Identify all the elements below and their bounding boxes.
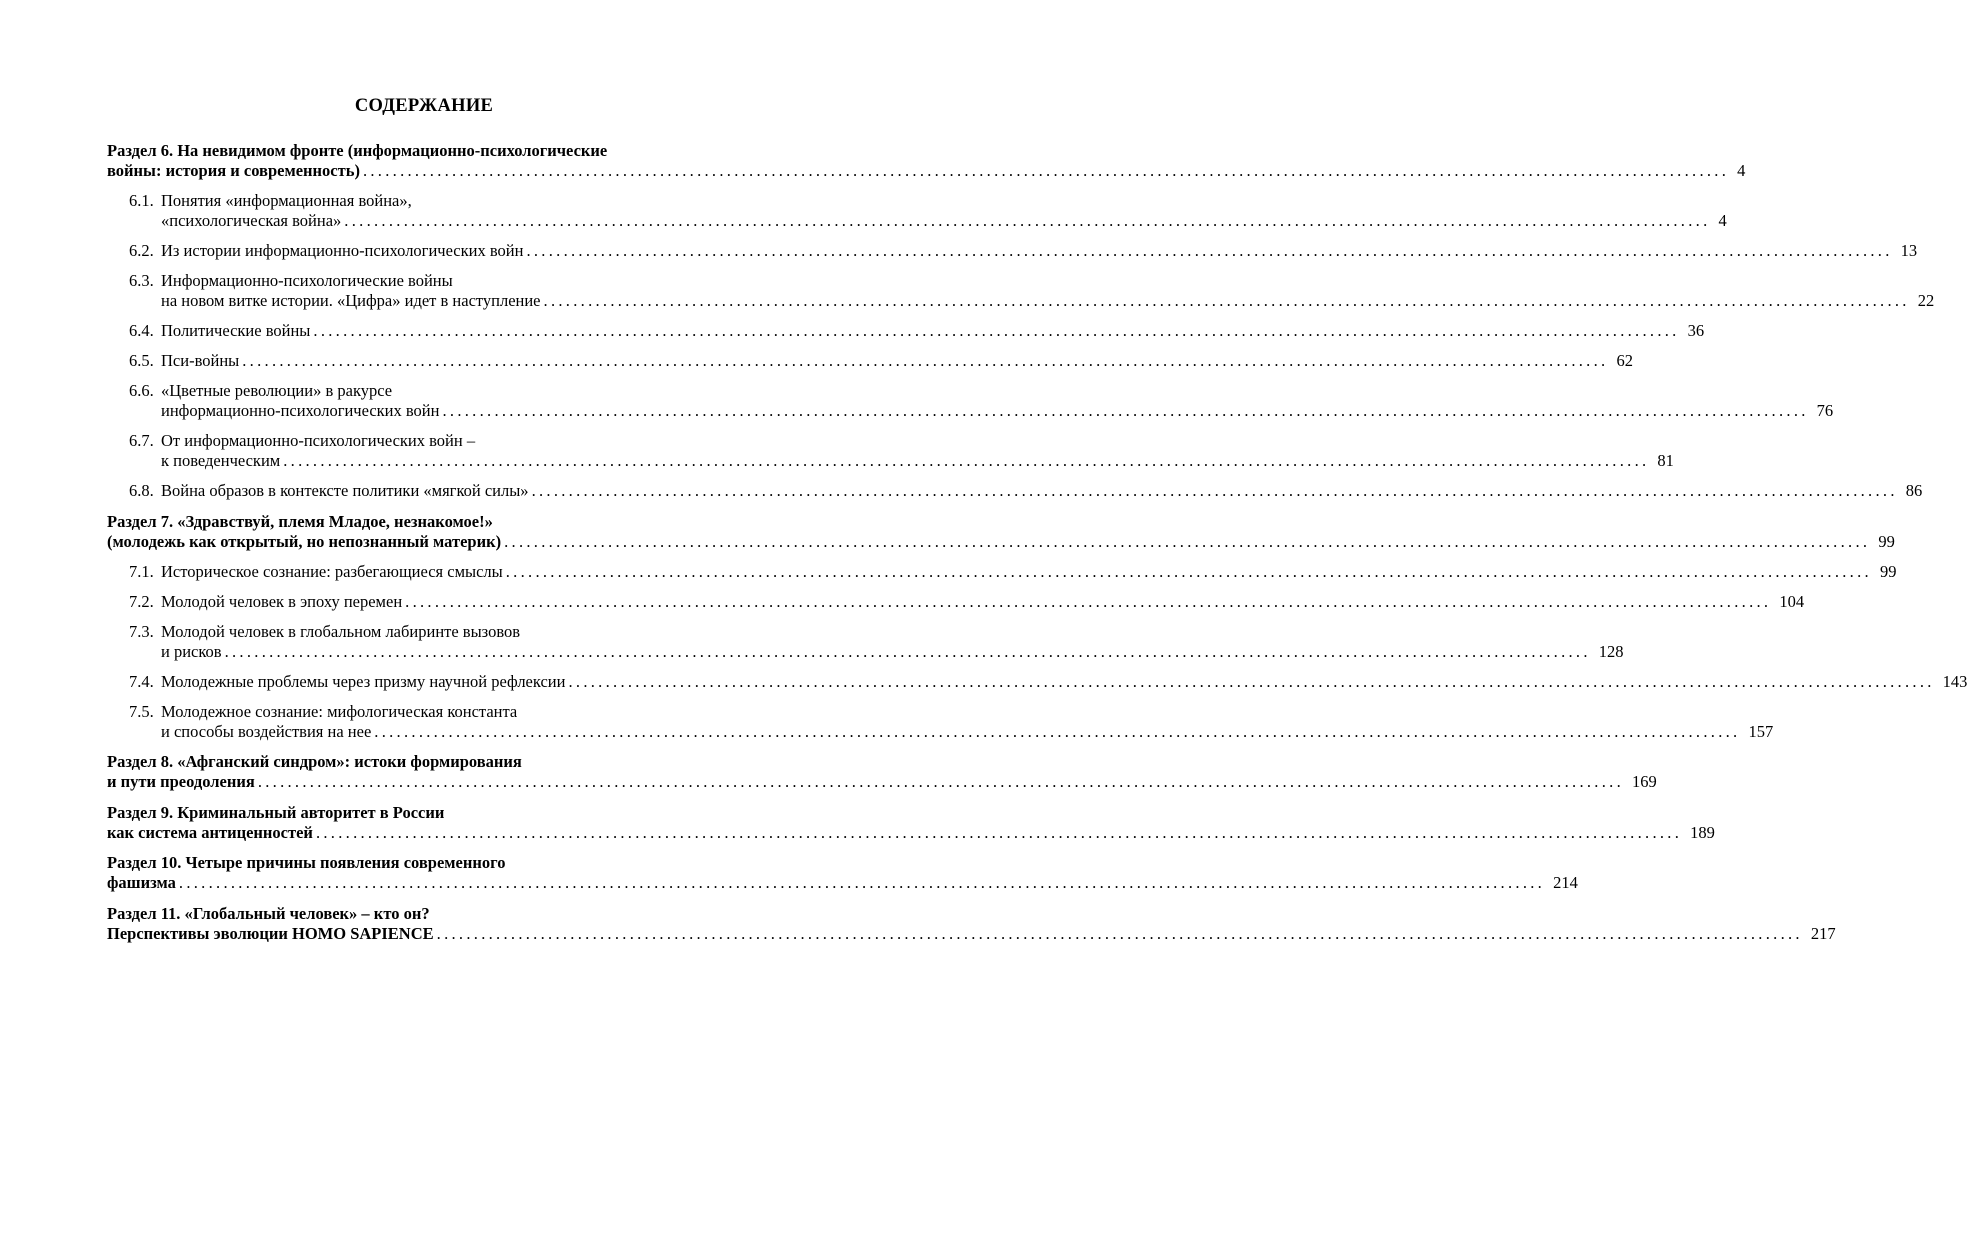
toc-entry-section-8[interactable] [107, 752, 1657, 792]
entry-title-line2: и способы воздействия на нее [161, 722, 372, 741]
toc-entry-section-6[interactable] [107, 141, 1746, 181]
page-title: СОДЕРЖАНИЕ [354, 96, 494, 116]
toc-entry-6-4[interactable] [129, 321, 1705, 341]
page-number: 128 [1598, 642, 1624, 661]
entry-number: 6.4. [129, 321, 154, 340]
entry-title-line2: на новом витке истории. «Цифра» идет в наступление [161, 291, 541, 310]
entry-title-line2: как система антиценностей [107, 823, 313, 842]
dot-leader: ........................................................................................................................................................................................ [442, 401, 1809, 420]
entry-title-line1: Раздел 10. Четыре причины появления современного [107, 853, 506, 872]
toc-entry-7-5[interactable] [129, 702, 1774, 742]
entry-title-line1: Молодой человек в эпоху перемен [161, 592, 403, 611]
toc-entry-6-6[interactable] [129, 381, 1834, 421]
entry-title-line1: Историческое сознание: разбегающиеся смыслы [161, 562, 503, 581]
page-number: 4 [1737, 161, 1746, 180]
entry-number: 6.1. [129, 191, 154, 210]
page-number: 76 [1816, 401, 1834, 420]
page-number: 62 [1616, 351, 1633, 370]
page-number: 189 [1690, 823, 1715, 842]
entry-number: 6.2. [129, 241, 154, 260]
entry-title-line1: Из истории информационно-психологических войн [161, 241, 524, 260]
dot-leader: ........................................................................................................................................................................................ [568, 672, 1935, 691]
toc-entry-6-1[interactable] [129, 191, 1727, 231]
page-number: 36 [1687, 321, 1705, 340]
dot-leader: ........................................................................................................................................................................................ [436, 924, 1803, 943]
entry-title-line2: (молодежь как открытый, но непознанный материк) [107, 532, 502, 551]
dot-leader: ........................................................................................................................................................................................ [504, 532, 1871, 551]
toc-entry-6-7[interactable] [129, 431, 1674, 471]
toc-entry-7-4[interactable] [129, 672, 1967, 692]
entry-title-line2: информационно-психологических войн [161, 401, 440, 420]
dot-leader: ........................................................................................................................................................................................ [526, 241, 1893, 260]
toc-entry-7-2[interactable] [129, 592, 1805, 612]
entry-title-line1: Раздел 7. «Здравствуй, племя Младое, незнакомое!» [107, 512, 493, 531]
entry-number: 7.2. [129, 592, 154, 611]
entry-title-line1: Пси-войны [161, 351, 240, 370]
entry-number: 6.5. [129, 351, 154, 370]
dot-leader: ........................................................................................................................................................................................ [242, 351, 1609, 370]
toc-entry-6-8[interactable] [129, 481, 1923, 501]
entry-title-line2: Перспективы эволюции HOMO SAPIENCE [107, 924, 434, 943]
page-number: 4 [1718, 211, 1727, 230]
page-number: 157 [1748, 722, 1774, 741]
toc-entry-7-1[interactable] [129, 562, 1897, 582]
toc-entry-section-10[interactable] [107, 853, 1578, 893]
toc-entry-7-3[interactable] [129, 622, 1624, 662]
page-number: 22 [1917, 291, 1935, 310]
entry-number: 6.7. [129, 431, 154, 450]
dot-leader: ........................................................................................................................................................................................ [405, 592, 1772, 611]
dot-leader: ........................................................................................................................................................................................ [178, 873, 1546, 892]
dot-leader: ........................................................................................................................................................................................ [362, 161, 1730, 180]
entry-number: 7.4. [129, 672, 154, 691]
dot-leader: ........................................................................................................................................................................................ [531, 481, 1898, 500]
entry-title-line1: От информационно-психологических войн – [161, 431, 476, 450]
entry-title-line1: Молодежные проблемы через призму научной рефлексии [161, 672, 566, 691]
entry-title-line1: Раздел 8. «Афганский синдром»: истоки формирования [107, 752, 522, 771]
entry-title-line2: «психологическая война» [161, 211, 342, 230]
dot-leader: ........................................................................................................................................................................................ [315, 823, 1683, 842]
toc-entry-section-7[interactable] [107, 512, 1895, 552]
entry-title-line1: Раздел 6. На невидимом фронте (информационно-психологические [107, 141, 608, 160]
page-number: 104 [1779, 592, 1805, 611]
entry-title-line2: и пути преодоления [107, 772, 255, 791]
entry-title-line1: Информационно-психологические войны [161, 271, 453, 290]
dot-leader: ........................................................................................................................................................................................ [224, 642, 1591, 661]
page-number: 143 [1942, 672, 1967, 691]
entry-title-line1: Молодой человек в глобальном лабиринте вызовов [161, 622, 521, 641]
page-number: 81 [1657, 451, 1674, 470]
entry-title-line2: фашизма [107, 873, 176, 892]
page-number: 13 [1900, 241, 1918, 260]
toc-entry-6-2[interactable] [129, 241, 1918, 261]
dot-leader: ........................................................................................................................................................................................ [313, 321, 1680, 340]
entry-number: 7.1. [129, 562, 154, 581]
entry-title-line2: и рисков [161, 642, 222, 661]
page-number: 86 [1905, 481, 1923, 500]
entry-title-line2: к поведенческим [161, 451, 281, 470]
entry-title-line1: «Цветные революции» в ракурсе [161, 381, 393, 400]
dot-leader: ........................................................................................................................................................................................ [257, 772, 1625, 791]
toc-entry-section-11[interactable] [107, 904, 1836, 944]
page-number: 217 [1810, 924, 1836, 943]
entry-title-line1: Политические войны [161, 321, 311, 340]
entry-title-line2: войны: история и современность) [107, 161, 360, 180]
entry-number: 6.6. [129, 381, 154, 400]
entry-number: 6.3. [129, 271, 154, 290]
page-number: 169 [1632, 772, 1657, 791]
entry-number: 7.3. [129, 622, 154, 641]
page-number: 99 [1878, 532, 1895, 551]
entry-title-line1: Понятия «информационная война», [161, 191, 412, 210]
entry-title-line1: Молодежное сознание: мифологическая константа [161, 702, 518, 721]
entry-number: 7.5. [129, 702, 154, 721]
dot-leader: ........................................................................................................................................................................................ [344, 211, 1711, 230]
toc-entry-section-9[interactable] [107, 803, 1715, 843]
dot-leader: ........................................................................................................................................................................................ [283, 451, 1650, 470]
page-number: 99 [1879, 562, 1897, 581]
entry-number: 6.8. [129, 481, 154, 500]
toc-entry-6-5[interactable] [129, 351, 1633, 371]
page-number: 214 [1553, 873, 1578, 892]
entry-title-line1: Раздел 9. Криминальный авторитет в России [107, 803, 445, 822]
dot-leader: ........................................................................................................................................................................................ [505, 562, 1872, 581]
toc-entry-6-3[interactable] [129, 271, 1935, 311]
entry-title-line1: Раздел 11. «Глобальный человек» – кто он? [107, 904, 430, 923]
entry-title-line1: Война образов в контексте политики «мягкой силы» [161, 481, 529, 500]
dot-leader: ........................................................................................................................................................................................ [543, 291, 1910, 310]
dot-leader: ........................................................................................................................................................................................ [374, 722, 1741, 741]
